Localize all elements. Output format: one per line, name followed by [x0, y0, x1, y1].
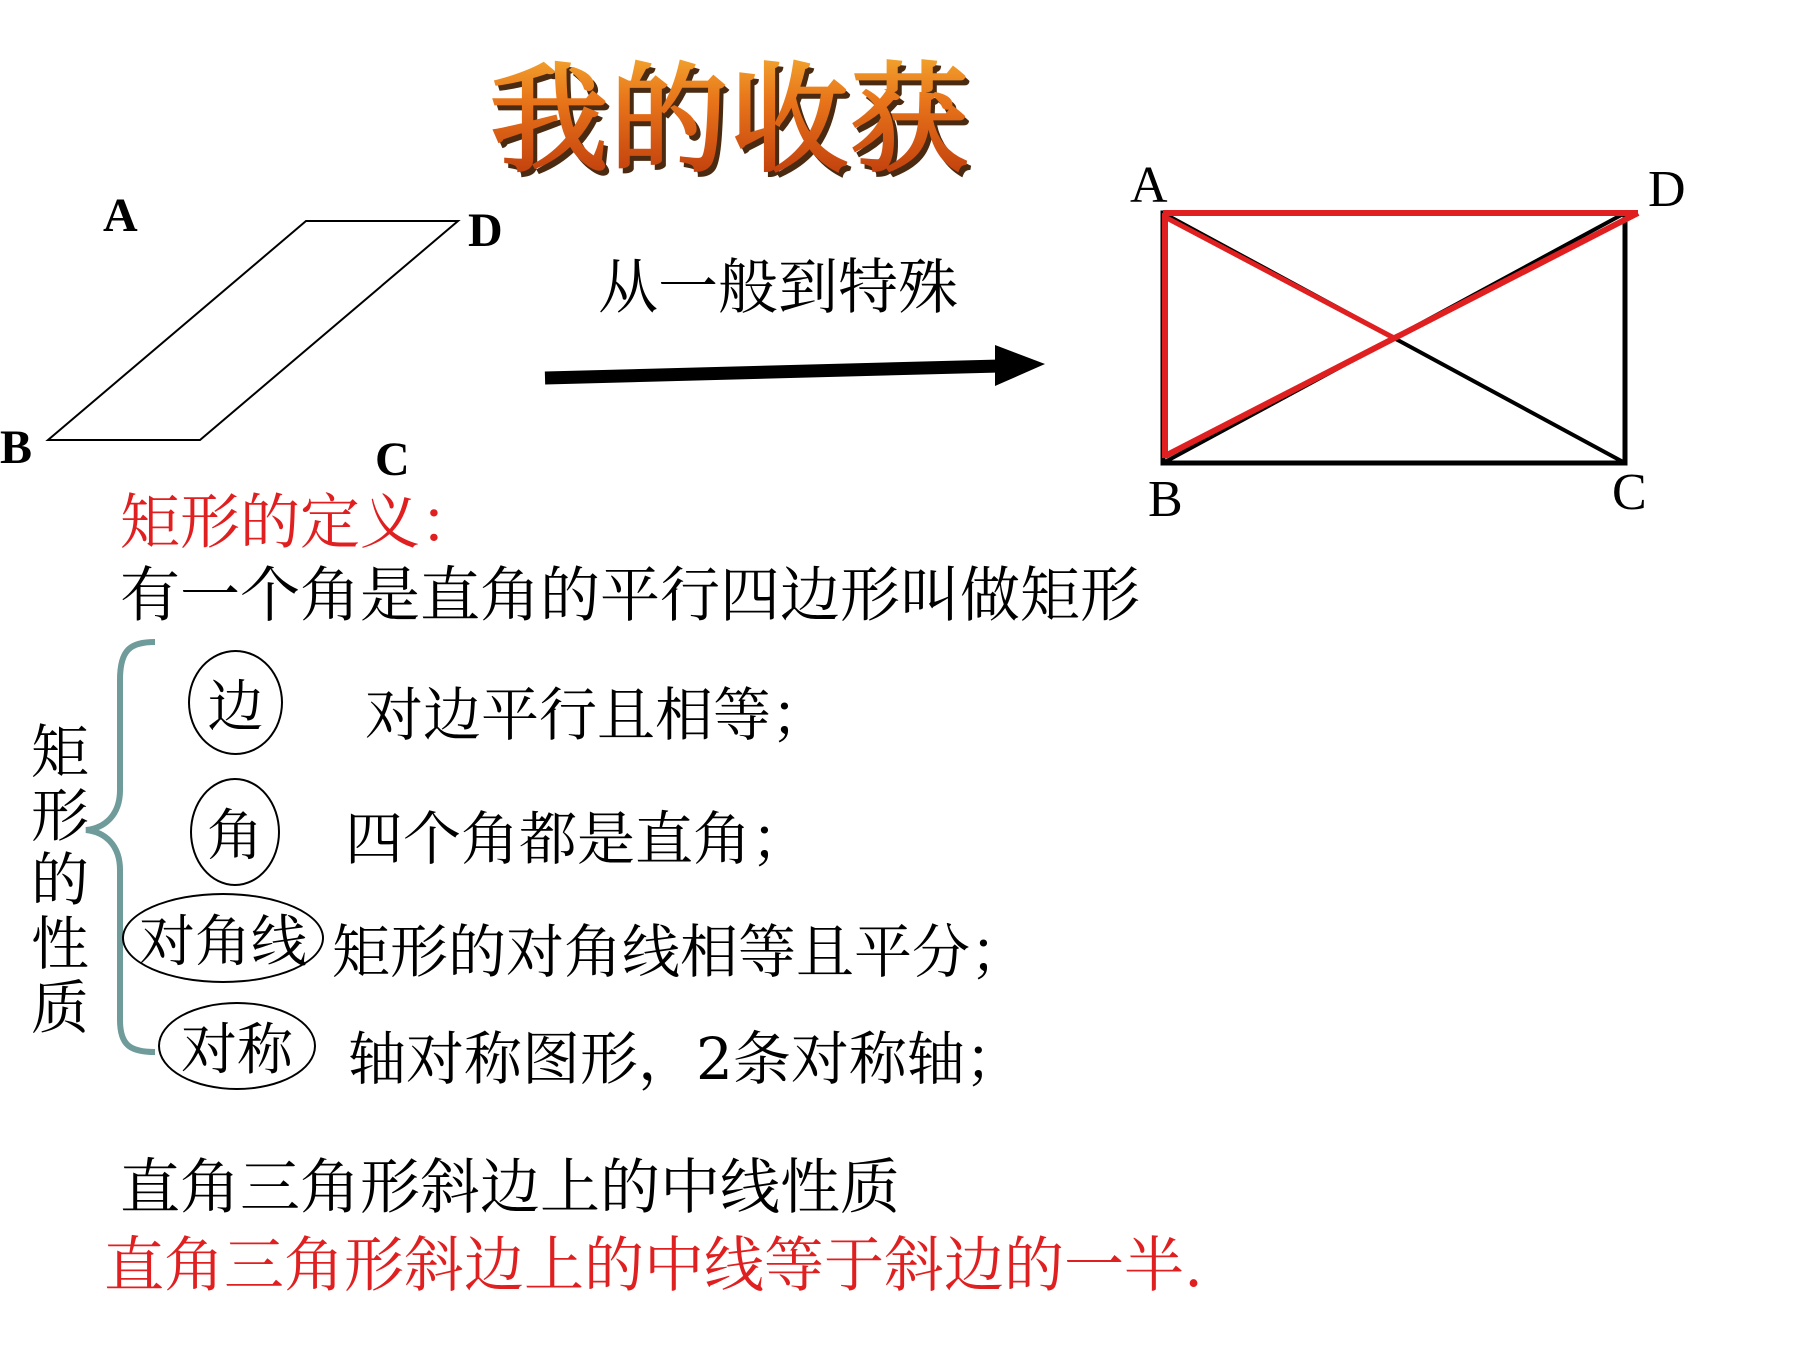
- highlight-db: [1165, 213, 1638, 456]
- property-tag-side: 边: [188, 650, 283, 755]
- highlight-ac-part: [1163, 216, 1394, 338]
- rectangle-label-d: D: [1648, 161, 1686, 218]
- rectangle-label-b: B: [1148, 471, 1183, 528]
- rectangle-label-c: C: [1612, 464, 1647, 521]
- median-title: 直角三角形斜边上的中线性质: [120, 1153, 900, 1223]
- parallelogram-label-d: D: [468, 204, 503, 257]
- transition-arrow-head: [995, 345, 1045, 386]
- parallelogram-shape: [48, 221, 458, 440]
- parallelogram-label-b: B: [0, 421, 33, 474]
- property-text-diagonal: 矩形的对角线相等且平分；: [332, 918, 1029, 986]
- property-tag-angle: 角: [190, 778, 280, 886]
- parallelogram-label-c: C: [375, 433, 410, 486]
- transition-arrow-shaft: [545, 366, 1000, 378]
- transition-label: 从一般到特殊: [598, 253, 958, 323]
- definition-label: 矩形的定义：: [120, 488, 480, 558]
- property-text-angle: 四个角都是直角；: [345, 805, 810, 873]
- property-text-symmetry: 轴对称图形，2条对称轴；: [348, 1025, 1023, 1093]
- rectangle-label-a: A: [1130, 157, 1168, 214]
- property-tag-diagonal: 对角线: [122, 893, 324, 983]
- properties-title: 矩形的性质: [30, 718, 89, 1042]
- properties-brace: [86, 642, 155, 1052]
- slide-title: 我的收获: [490, 25, 970, 195]
- property-text-side: 对边平行且相等；: [365, 681, 830, 749]
- parallelogram-label-a: A: [103, 189, 138, 242]
- property-tag-symmetry: 对称: [158, 1002, 316, 1090]
- median-text: 直角三角形斜边上的中线等于斜边的一半.: [104, 1231, 1204, 1301]
- definition-text: 有一个角是直角的平行四边形叫做矩形: [120, 561, 1140, 631]
